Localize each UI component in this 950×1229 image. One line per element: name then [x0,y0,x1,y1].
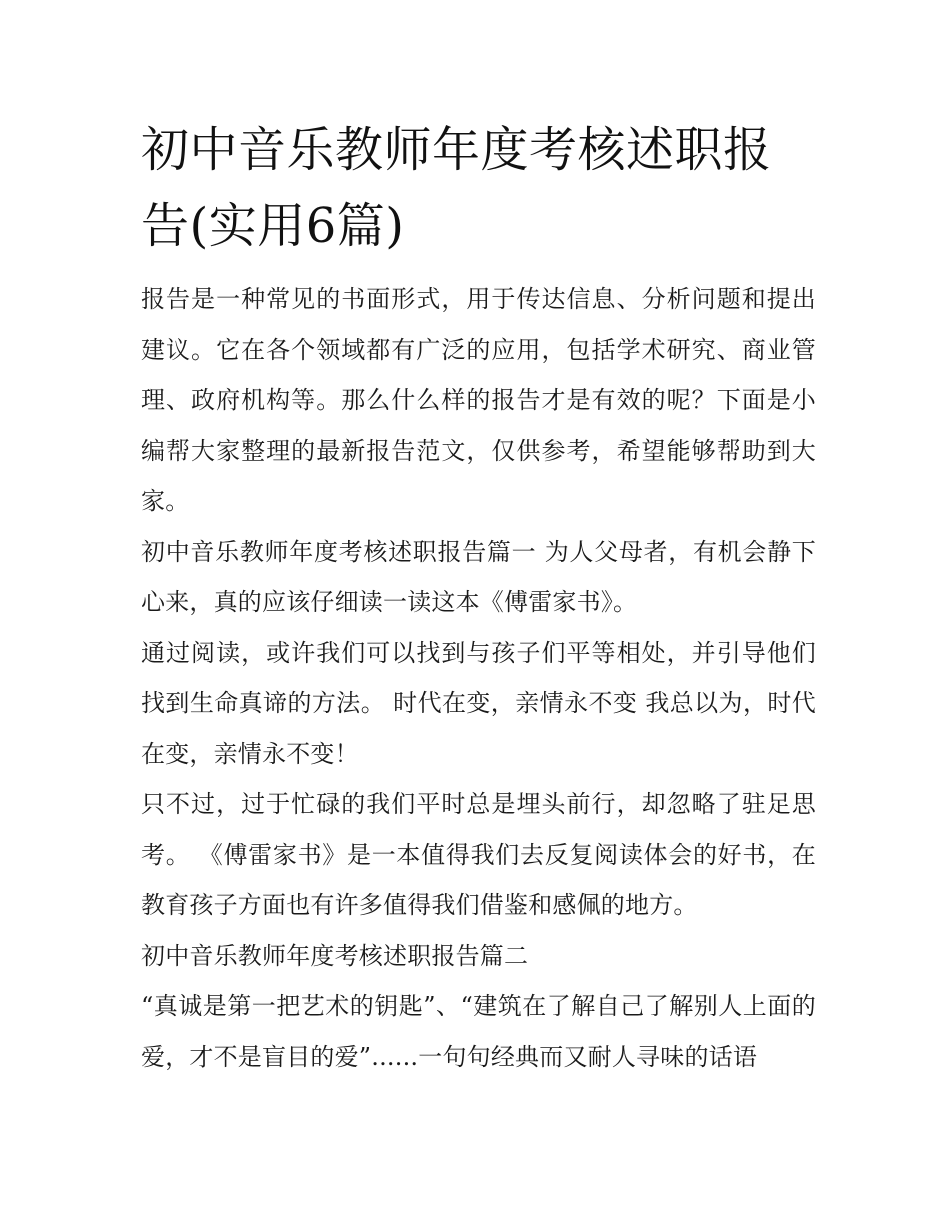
paragraph-article-two-heading: 初中音乐教师年度考核述职报告篇二 [141,941,529,970]
paragraph-reading: 通过阅读，或许我们可以找到与孩子们平等相处，并引导他们找到生命真谛的方法。 时代在变，亲情永不变 我总以为，时代在变，亲情永不变！ [141,638,816,768]
paragraph-article-one: 初中音乐教师年度考核述职报告篇一 为人父母者，有机会静下心来，真的应该仔细读一读这本《傅雷家书》。 [141,537,816,616]
paragraph-quotes: “真诚是第一把艺术的钥匙”、“建筑在了解自己了解别人上面的爱，才不是盲目的爱”......一句句经典而又耐人寻味的话语 [141,992,816,1071]
document-title: 初中音乐教师年度考核述职报告(实用6篇) [141,122,772,254]
paragraph-intro: 报告是一种常见的书面形式，用于传达信息、分析问题和提出建议。它在各个领域都有广泛的应用，包括学术研究、商业管理、政府机构等。那么什么样的报告才是有效的呢？下面是小编帮大家整理的最新报告范文，仅供参考，希望能够帮助到大家。 [141,285,816,515]
document-page [141,112,816,1082]
document-body [141,274,816,1082]
paragraph-busy: 只不过，过于忙碌的我们平时总是埋头前行，却忽略了驻足思考。 《傅雷家书》是一本值得我们去反复阅读体会的好书，在教育孩子方面也有许多值得我们借鉴和感佩的地方。 [141,790,816,919]
